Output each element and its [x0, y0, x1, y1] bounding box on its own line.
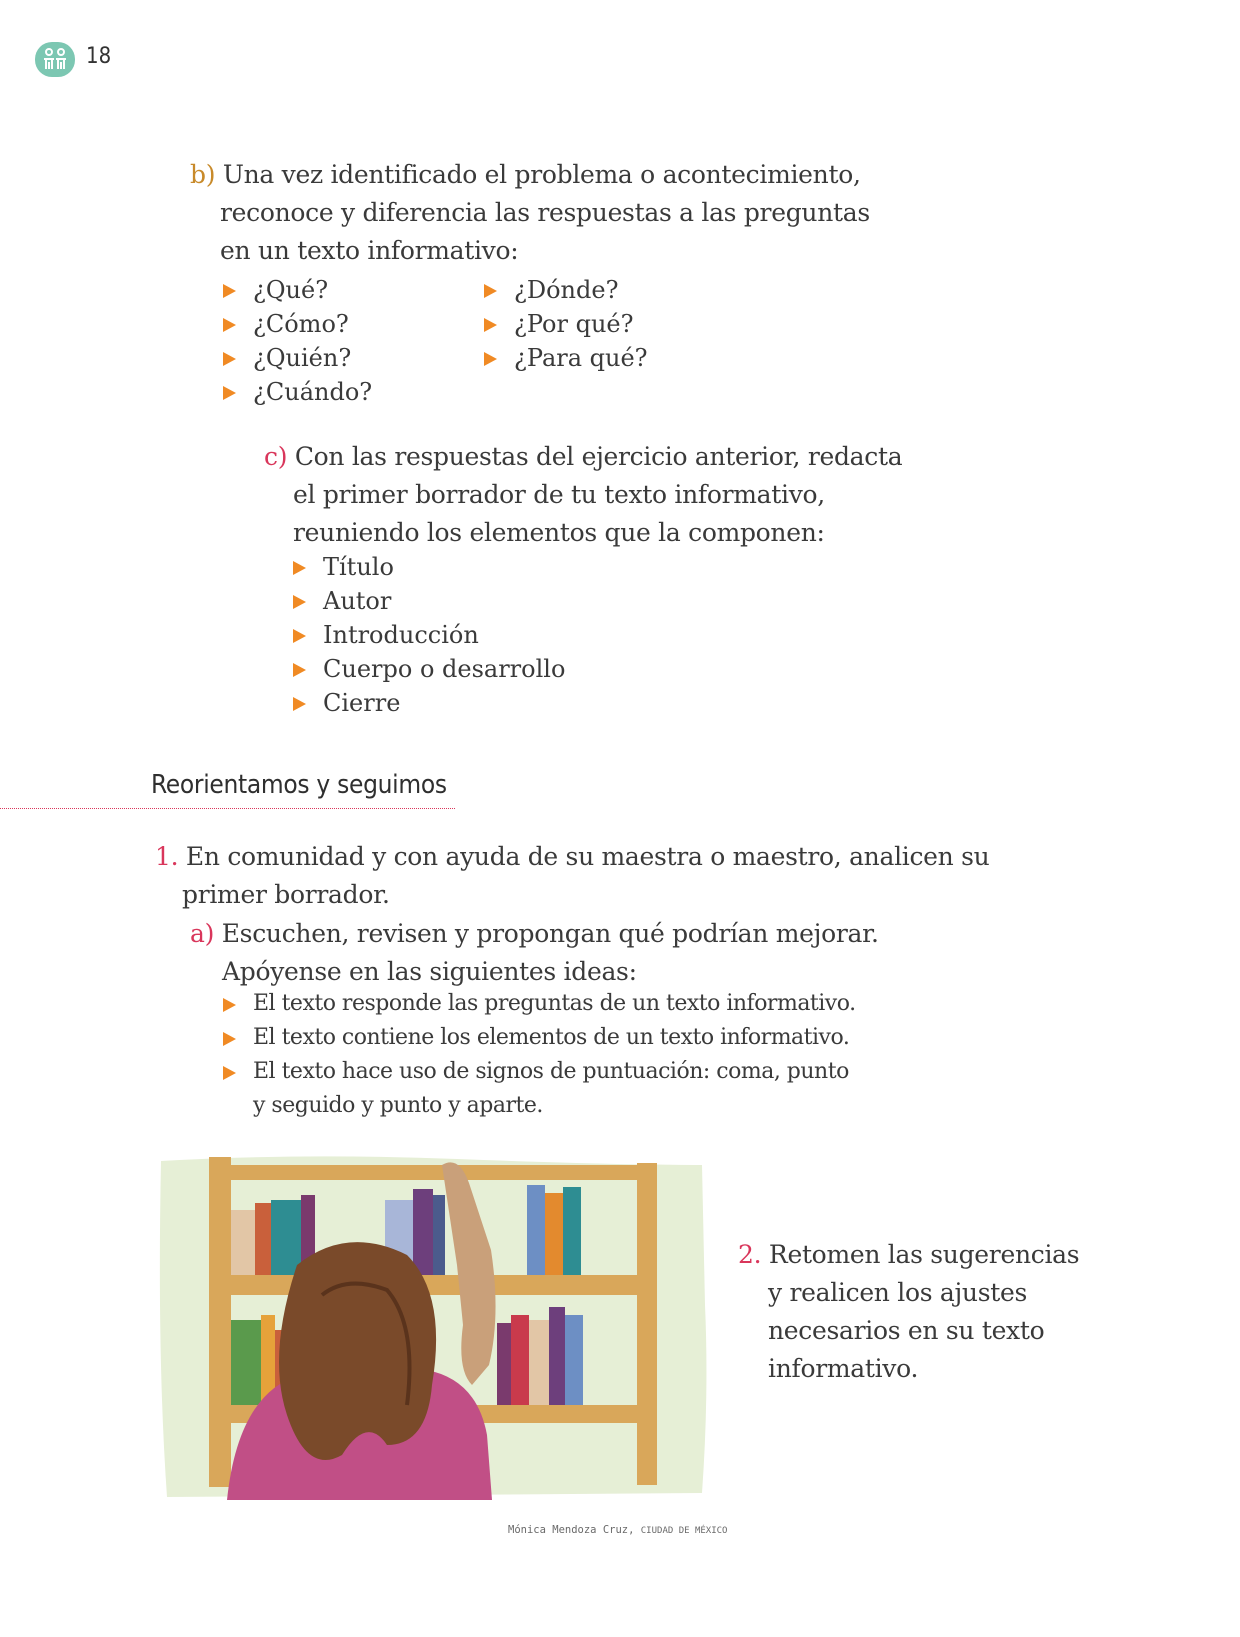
item-c-line1: Con las respuestas del ejercicio anterior, redacta — [294, 442, 903, 471]
illustration-credit — [508, 1524, 727, 1536]
sub-a-marker: a) — [190, 919, 215, 948]
step-2 — [738, 1236, 1079, 1388]
page-number: 18 — [86, 44, 112, 69]
elements-list — [293, 550, 565, 720]
step-2-line4: informativo. — [768, 1354, 919, 1383]
list-item: Autor — [293, 584, 565, 618]
credit-author: Mónica Mendoza Cruz, — [508, 1524, 641, 1536]
item-c-line3: reuniendo los elementos que la componen: — [293, 518, 825, 547]
arrow-bullet-icon — [223, 1032, 236, 1046]
arrow-bullet-icon — [484, 352, 497, 366]
step-2-line1: Retomen las sugerencias — [768, 1240, 1080, 1269]
section-heading: Reorientamos y seguimos — [151, 770, 447, 800]
idea-3-continuation: y seguido y punto y aparte. — [253, 1093, 543, 1118]
list-item: ¿Cuándo? — [223, 375, 372, 409]
questions-left-list — [223, 273, 372, 409]
list-item: Cierre — [293, 686, 565, 720]
item-b-line2: reconoce y diferencia las respuestas a las preguntas — [220, 198, 870, 227]
list-item: ¿Cómo? — [223, 307, 372, 341]
list-item: ¿Por qué? — [484, 307, 648, 341]
arrow-bullet-icon — [293, 629, 306, 643]
step-1-line2: primer borrador. — [182, 880, 390, 909]
step-1-line1: En comunidad y con ayuda de su maestra o maestro, analicen su — [185, 842, 990, 871]
arrow-bullet-icon — [223, 1066, 236, 1080]
list-item: ¿Qué? — [223, 273, 372, 307]
step-1-sub-a — [190, 915, 879, 991]
step-1 — [155, 838, 989, 914]
item-c-marker: c) — [264, 442, 288, 471]
list-item: Introducción — [293, 618, 565, 652]
bookshelf-illustration — [157, 1155, 717, 1504]
list-item: ¿Para qué? — [484, 341, 648, 375]
questions-right-list — [484, 273, 648, 375]
step-2-number: 2. — [738, 1240, 762, 1269]
community-icon — [35, 42, 75, 77]
list-item: El texto contiene los elementos de un texto informativo. — [223, 1021, 856, 1055]
arrow-bullet-icon — [223, 352, 236, 366]
list-item: El texto hace uso de signos de puntuación: coma, punto — [223, 1055, 856, 1089]
list-item: El texto responde las preguntas de un texto informativo. — [223, 987, 856, 1021]
item-c — [264, 438, 902, 552]
arrow-bullet-icon — [484, 318, 497, 332]
section-divider — [0, 808, 455, 809]
ideas-list — [223, 987, 856, 1123]
sub-a-line1: Escuchen, revisen y propongan qué podrían mejorar. — [221, 919, 879, 948]
sub-a-line2: Apóyense en las siguientes ideas: — [222, 957, 637, 986]
credit-place: CIUDAD DE MÉXICO — [640, 1526, 728, 1536]
arrow-bullet-icon — [223, 284, 236, 298]
arrow-bullet-icon — [293, 595, 306, 609]
arrow-bullet-icon — [293, 561, 306, 575]
list-item — [223, 1089, 856, 1123]
arrow-bullet-icon — [293, 663, 306, 677]
arrow-bullet-icon — [223, 318, 236, 332]
step-2-line3: necesarios en su texto — [768, 1316, 1045, 1345]
arrow-bullet-icon — [223, 386, 236, 400]
arrow-bullet-icon — [484, 284, 497, 298]
arrow-bullet-icon — [293, 697, 306, 711]
arrow-bullet-icon — [223, 998, 236, 1012]
item-b-line1: Una vez identificado el problema o acontecimiento, — [222, 160, 861, 189]
list-item: ¿Quién? — [223, 341, 372, 375]
list-item: ¿Dónde? — [484, 273, 648, 307]
step-2-line2: y realicen los ajustes — [768, 1278, 1028, 1307]
item-b-marker: b) — [190, 160, 216, 189]
item-b-line3: en un texto informativo: — [220, 236, 519, 265]
step-1-number: 1. — [155, 842, 179, 871]
item-c-line2: el primer borrador de tu texto informativo, — [293, 480, 825, 509]
list-item: Título — [293, 550, 565, 584]
item-b — [190, 156, 870, 270]
list-item: Cuerpo o desarrollo — [293, 652, 565, 686]
